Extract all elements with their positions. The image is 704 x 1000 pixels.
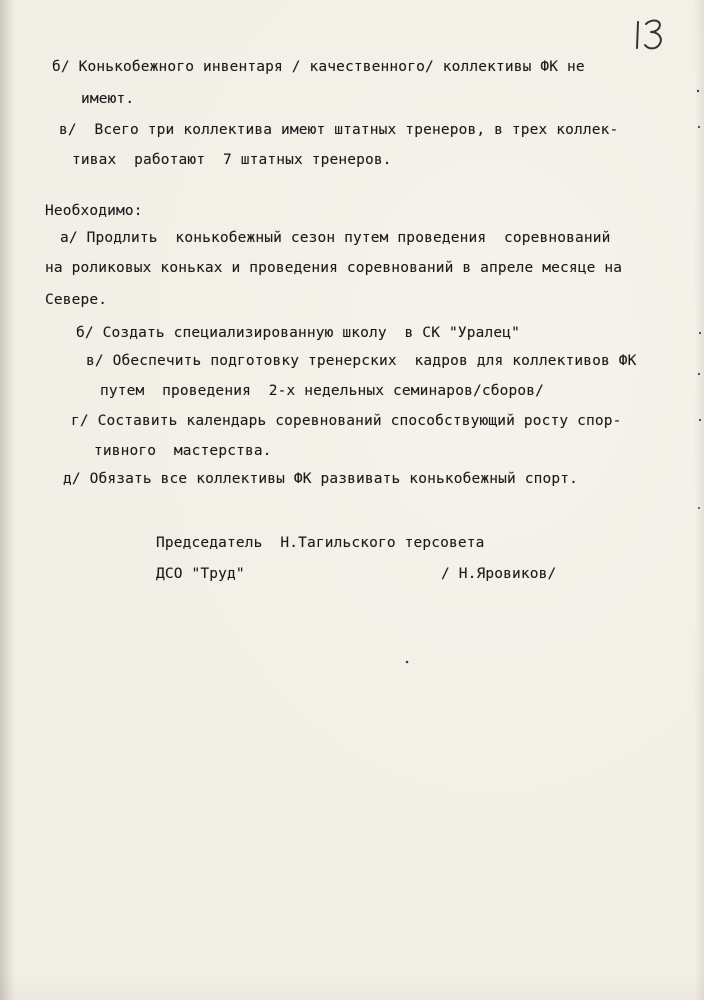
item-b-line-1: б/ Конькобежного инвентаря / качественного/ коллективы ФК не: [52, 59, 585, 75]
paper-spot: [406, 661, 409, 664]
item-b2-line-1: б/ Создать специализированную школу в СК "Уралец": [76, 325, 520, 341]
signature-title-line: Председатель Н.Тагильского терсовета: [156, 535, 485, 551]
item-a-line-3: Севере.: [45, 292, 108, 308]
paper-right-edge: [694, 0, 704, 1000]
item-g-line-2: тивного мастерства.: [94, 443, 272, 459]
paper-spot-right-5: [699, 419, 701, 421]
item-b-line-2: имеют.: [81, 91, 135, 107]
item-v-line-2: тивах работают 7 штатных тренеров.: [72, 152, 392, 168]
item-g-line-1: г/ Составить календарь соревнований способствующий росту спор-: [71, 413, 622, 429]
paper-spot-right-4: [698, 373, 700, 375]
item-a-line-2: на роликовых коньках и проведения соревнований в апреле месяце на: [45, 260, 623, 276]
paper-left-edge: [0, 0, 14, 1000]
paper-spot-right-1: [697, 90, 699, 92]
handwritten-page-number: [632, 14, 666, 52]
paper-spot-right-2: [698, 126, 700, 128]
paper-spot-right-3: [699, 332, 701, 334]
item-v-line-1: в/ Всего три коллектива имеют штатных тренеров, в трех коллек-: [59, 122, 619, 138]
item-v2-line-1: в/ Обеспечить подготовку тренерских кадров для коллективов ФК: [86, 353, 637, 369]
signature-organization: ДСО "Труд": [156, 566, 245, 582]
item-d-line-1: д/ Обязать все коллективы ФК развивать конькобежный спорт.: [63, 471, 579, 487]
page-number-handwriting: [632, 14, 666, 52]
section-heading-neobhodimo: Необходимо:: [45, 203, 143, 219]
item-a-line-1: а/ Продлить конькобежный сезон путем проведения соревнований: [60, 230, 611, 246]
signature-name: / Н.Яровиков/: [441, 566, 557, 582]
paper-spot-right-6: [698, 507, 700, 509]
item-v2-line-2: путем проведения 2-х недельных семинаров/сборов/: [100, 383, 544, 399]
